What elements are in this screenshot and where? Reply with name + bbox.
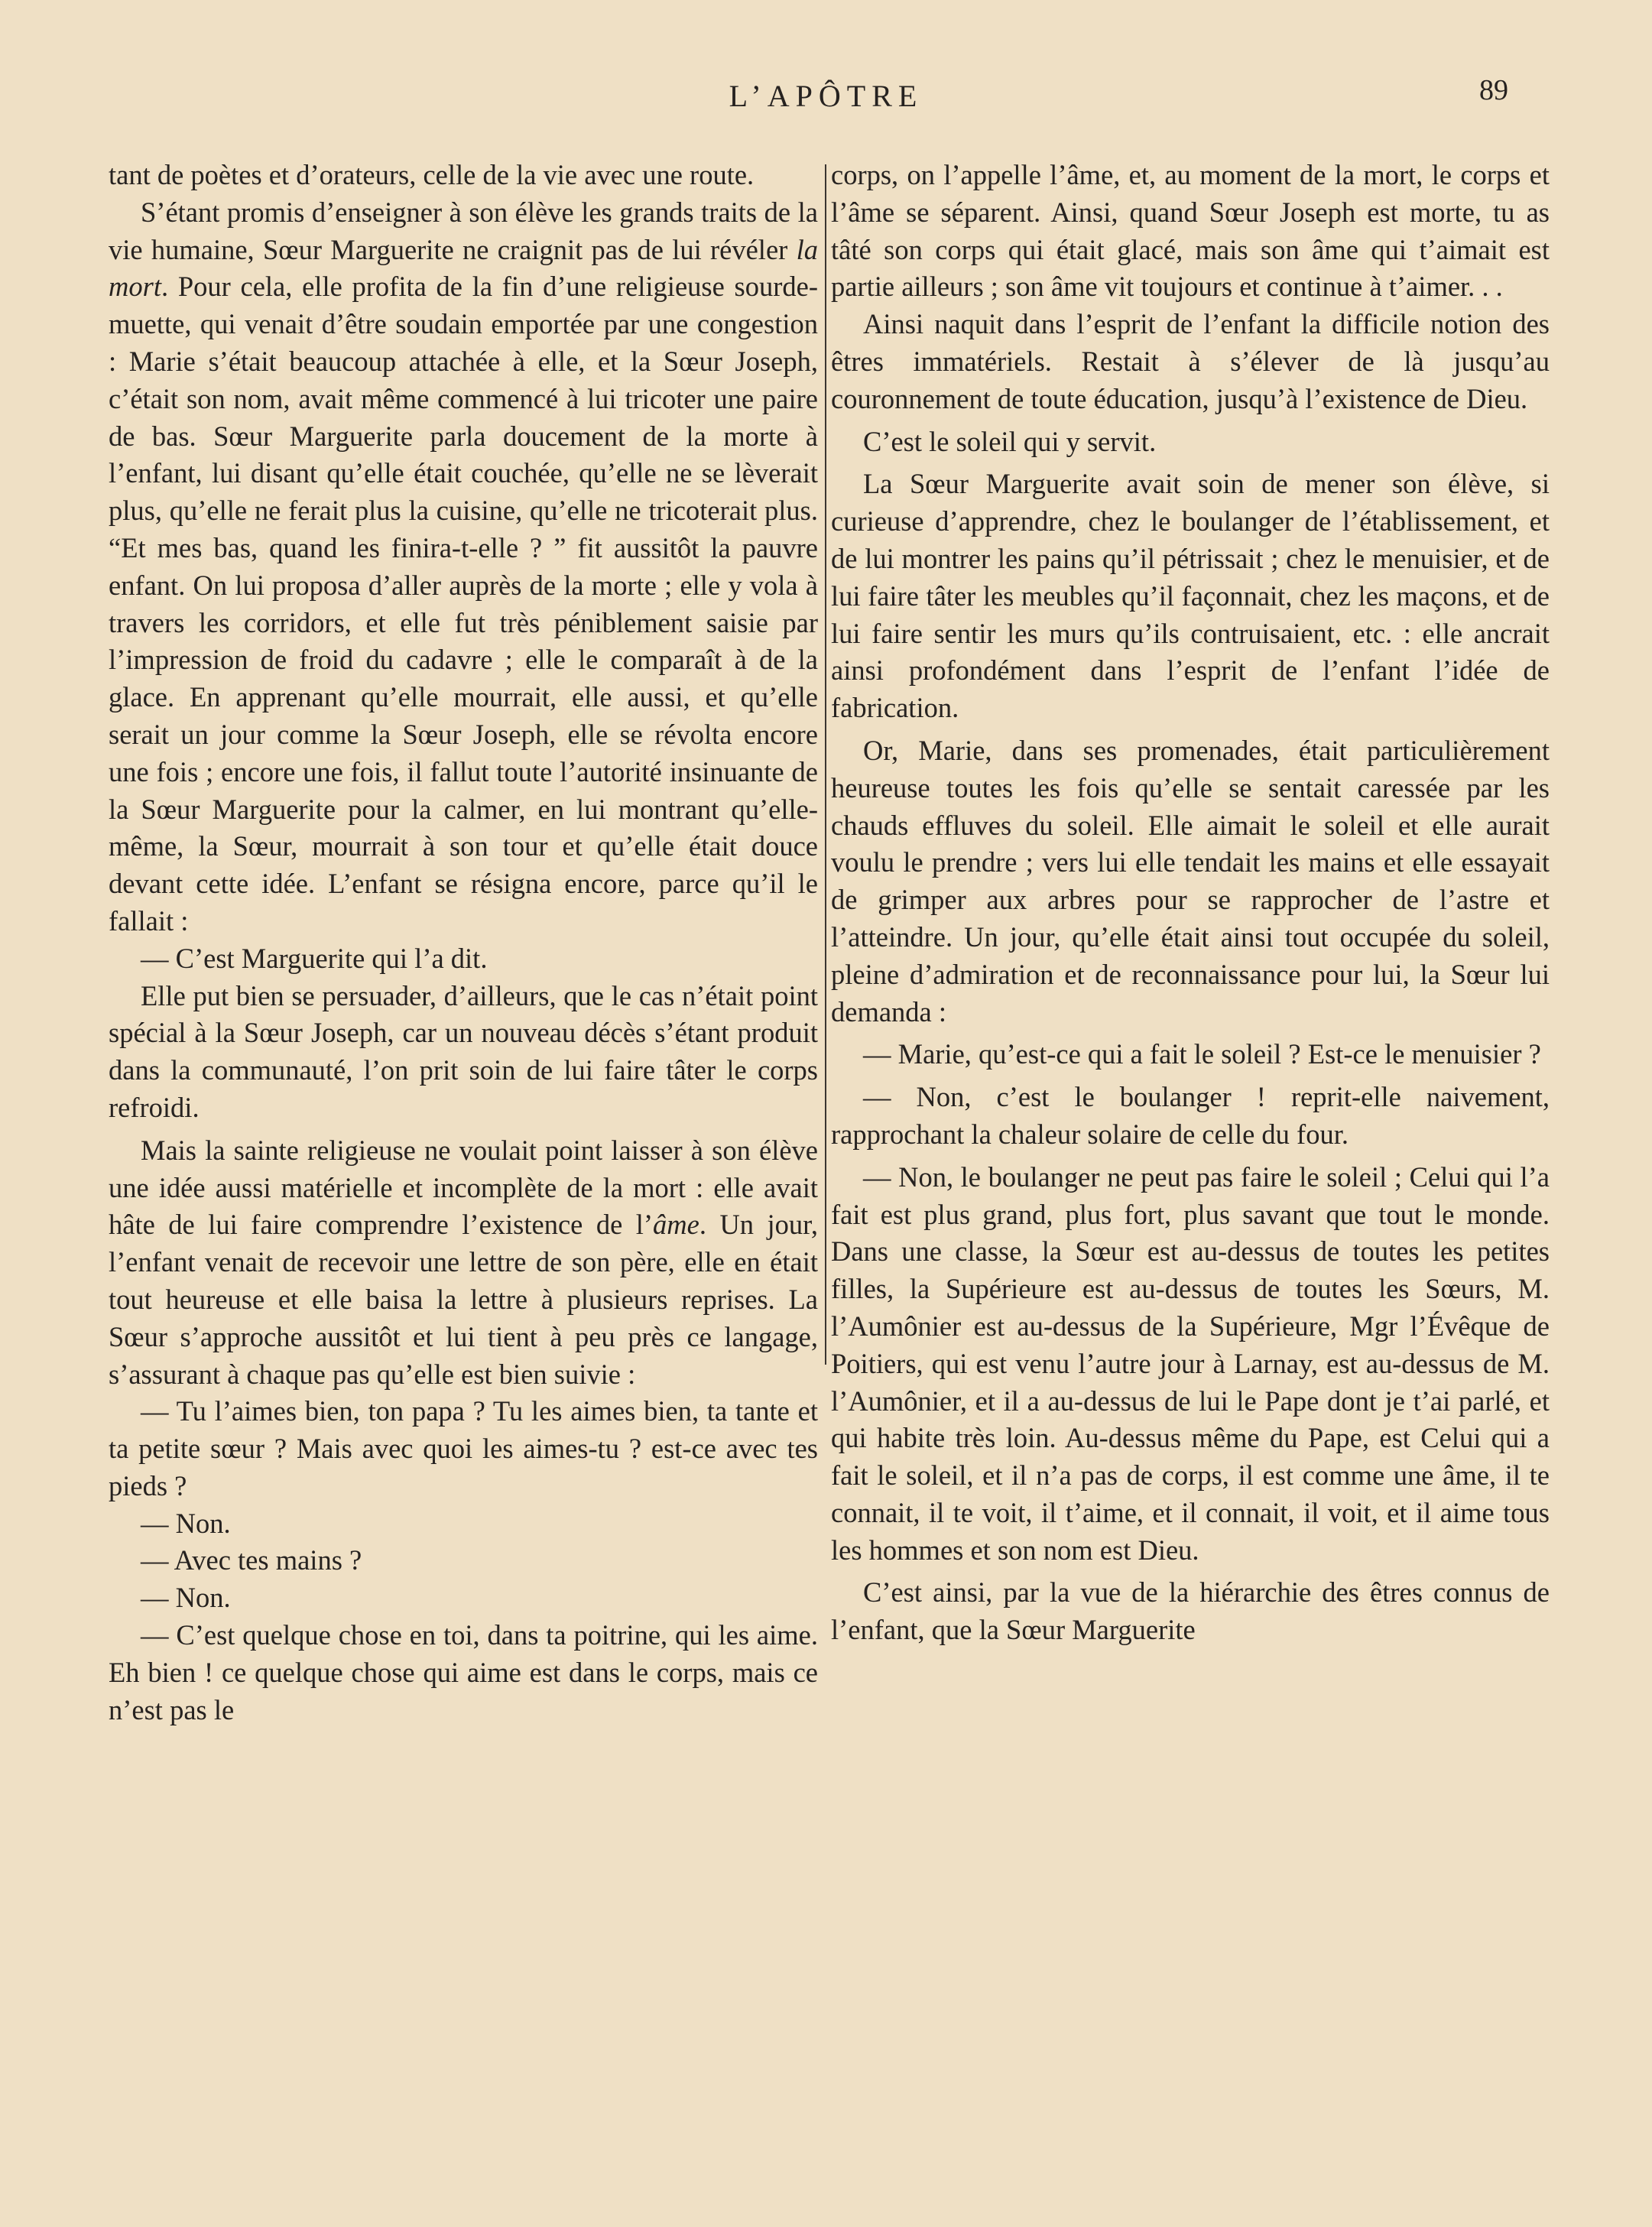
column-rule: [825, 164, 826, 1365]
dialogue-line: — Non.: [141, 1582, 231, 1614]
right-column: [831, 157, 1550, 1649]
paragraph: Ainsi naquit dans l’esprit de l’enfant la difficile notion des êtres immatériels. Restait à s’élever de là jusqu’au couronnement de toute éducation, jusqu’à l’existence de Dieu.: [831, 308, 1550, 414]
paragraph: Mais la sainte religieuse ne voulait point laisser à son élève une idée aussi matérielle et incomplète de la mort : elle avait hâte de lui faire comprendre l’existence de l’âme. Un jour, l’enfant venait de recevoir une lettre de son père, elle en était tout heureuse et elle baisa la lettre à plusieurs reprises. La Sœur s’approche aussitôt et lui tient à peu près ce langage, s’assurant à chaque pas qu’elle est bien suivie :: [109, 1134, 818, 1390]
paragraph: C’est le soleil qui y servit.: [863, 425, 1157, 457]
paragraph: C’est ainsi, par la vue de la hiérarchie des êtres connus de l’enfant, que la Sœur Marguerite: [831, 1576, 1550, 1646]
dialogue-line: — Non, c’est le boulanger ! reprit-elle naivement, rapprochant la chaleur solaire de celle du four.: [831, 1081, 1550, 1150]
paragraph: corps, on l’appelle l’âme, et, au moment de la mort, le corps et l’âme se séparent. Ainsi, quand Sœur Joseph est morte, tu as tâté son corps qui était glacé, mais son âme qui t’aimait est partie ailleurs ; son âme vit toujours et continue à t’aimer. . .: [831, 159, 1550, 303]
dialogue-line: — C’est quelque chose en toi, dans ta poitrine, qui les aime. Eh bien ! ce quelque chose qui aime est dans le corps, mais ce n’est pas le: [109, 1619, 818, 1725]
page-number: 89: [1479, 74, 1508, 106]
paragraph: tant de poètes et d’orateurs, celle de la vie avec une route.: [109, 159, 755, 190]
dialogue-line: — Tu l’aimes bien, ton papa ? Tu les aimes bien, ta tante et ta petite sœur ? Mais avec quoi les aimes-tu ? est-ce avec tes pieds ?: [109, 1395, 818, 1501]
dialogue-line: — Marie, qu’est-ce qui a fait le soleil ? Est-ce le menuisier ?: [863, 1038, 1541, 1070]
paragraph: La Sœur Marguerite avait soin de mener son élève, si curieuse d’apprendre, chez le boulanger de l’établissement, et de lui montrer les pains qu’il pétrissait ; chez le menuisier, et de lui faire tâter les meubles qu’il façonnait, chez les maçons, et de lui faire sentir les murs qu’ils contruisaient, etc. : elle ancrait ainsi profondément dans l’esprit de l’enfant l’idée de fabrication.: [831, 468, 1550, 724]
dialogue-line: — Avec tes mains ?: [141, 1544, 362, 1576]
dialogue-line: — C’est Marguerite qui l’a dit.: [141, 942, 488, 974]
paragraph: Or, Marie, dans ses promenades, était particulièrement heureuse toutes les fois qu’elle se sentait caressée par les chauds effluves du soleil. Elle aimait le soleil et elle aurait voulu le prendre ; vers lui elle tendait les mains et elle essayait de grimper aux arbres pour se rapprocher de l’astre et l’atteindre. Un jour, qu’elle était ainsi tout occupée du soleil, pleine d’admiration et de reconnaissance pour lui, la Sœur lui demanda :: [831, 734, 1550, 1027]
running-title: L’APÔTRE: [729, 79, 923, 113]
paragraph: S’étant promis d’enseigner à son élève les grands traits de la vie humaine, Sœur Marguerite ne craignit pas de lui révéler la mort. Pour cela, elle profita de la fin d’une religieuse sourde-muette, qui venait d’être soudain emportée par une congestion : Marie s’était beaucoup attachée à elle, et la Sœur Joseph, c’était son nom, avait même commencé à lui tricoter une paire de bas. Sœur Marguerite parla doucement de la morte à l’enfant, lui disant qu’elle était couchée, qu’elle ne se lèverait plus, qu’elle ne ferait plus la cuisine, qu’elle ne tricoterait plus. “Et mes bas, quand les finira-t-elle ? ” fit aussitôt la pauvre enfant. On lui proposa d’aller auprès de la morte ; elle y vola à travers les corridors, et elle fut très péniblement saisie par l’impression de froid du cadavre ; elle le comparaît à de la glace. En apprenant qu’elle mourrait, elle aussi, et qu’elle serait un jour comme la Sœur Joseph, elle se révolta encore une fois ; encore une fois, il fallut toute l’autorité insinuante de la Sœur Marguerite pour la calmer, en lui montrant qu’elle-même, la Sœur, mourrait à son tour et qu’elle était douce devant cette idée. L’enfant se résigna encore, parce qu’il le fallait :: [109, 196, 818, 937]
paragraph: Elle put bien se persuader, d’ailleurs, que le cas n’était point spécial à la Sœur Joseph, car un nouveau décès s’étant produit dans la communauté, l’on prit soin de lui faire tâter le corps refroidi.: [109, 979, 818, 1123]
dialogue-line: — Non.: [141, 1507, 231, 1539]
left-column: [109, 157, 818, 1729]
dialogue-line: — Non, le boulanger ne peut pas faire le soleil ; Celui qui l’a fait est plus grand, plus fort, plus savant que tout le monde. Dans une classe, la Sœur est au-dessus de toutes les petites filles, la Supérieure est au-dessus de toutes les Sœurs, M. l’Aumônier est au-dessus de la Supérieure, Mgr l’Évêque de Poitiers, qui est venu l’autre jour à Larnay, est au-dessus de M. l’Aumônier, et il a au-dessus de lui le Pape dont je t’ai parlé, et qui habite très loin. Au-dessus même du Pape, est Celui qui a fait le soleil, et il n’a pas de corps, il est comme une âme, il te connait, il te voit, il t’aime, et il connait, il voit, et il aime tous les hommes et son nom est Dieu.: [831, 1161, 1550, 1566]
